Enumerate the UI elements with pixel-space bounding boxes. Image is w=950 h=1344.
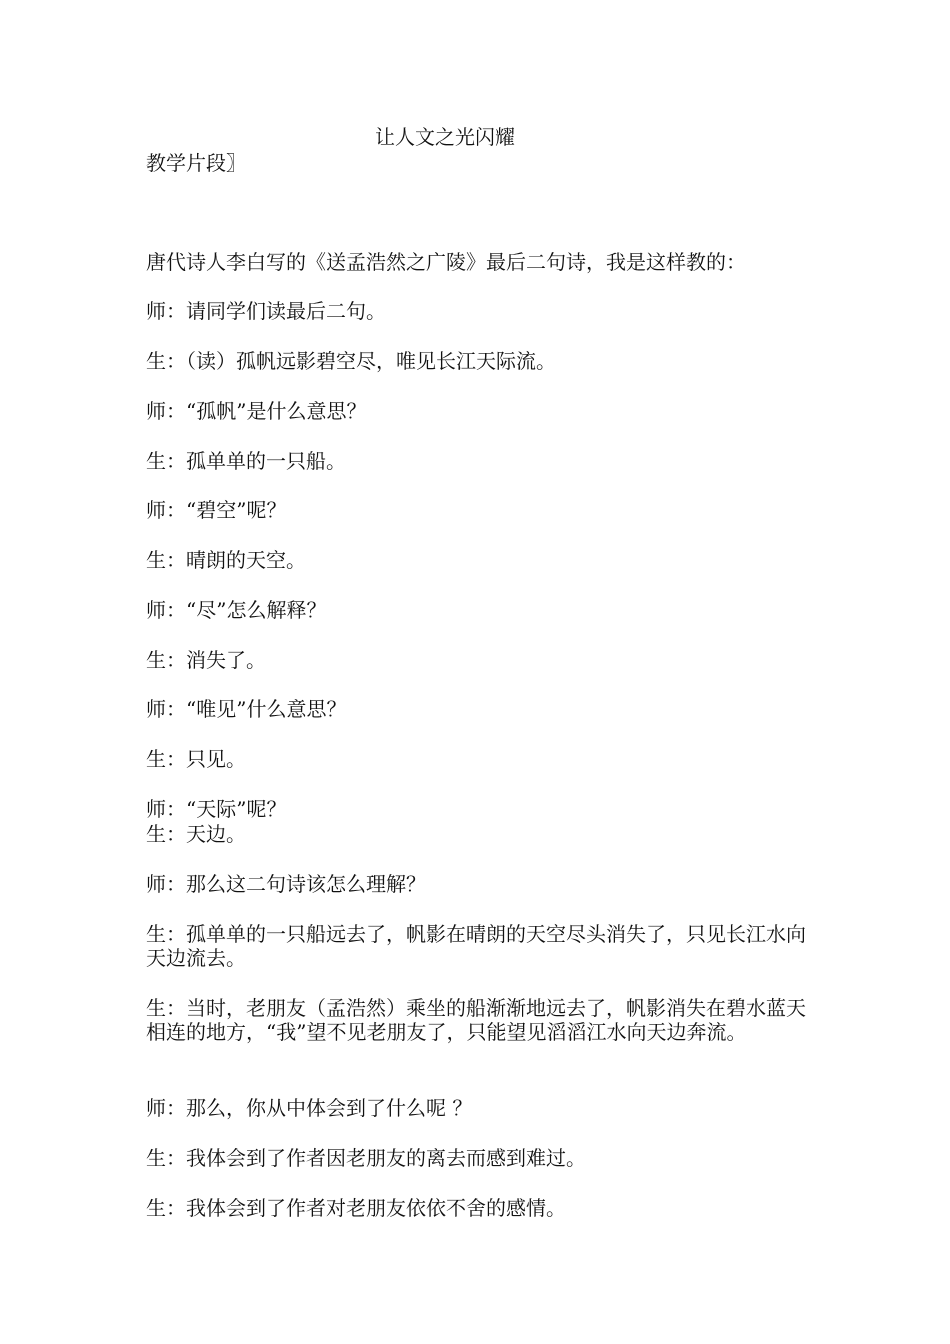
dialogue-line: 生：只见。 <box>146 747 246 771</box>
dialogue-line: 师：“唯见”什么意思？ <box>146 697 347 721</box>
dialogue-line: 师：请同学们读最后二句。 <box>146 299 386 323</box>
document-subtitle: 教学片段〗 <box>146 151 246 175</box>
dialogue-line: 师：“碧空”呢？ <box>146 498 287 522</box>
dialogue-line: 生：晴朗的天空。 <box>146 548 306 572</box>
dialogue-line: 师：那么，你从中体会到了什么呢 ？ <box>146 1096 473 1120</box>
dialogue-line: 师：那么这二句诗该怎么理解？ <box>146 872 426 896</box>
intro-paragraph: 唐代诗人李白写的《送孟浩然之广陵》最后二句诗，我是这样教的： <box>146 250 746 274</box>
dialogue-line: 师：“天际”呢？ <box>146 797 287 821</box>
dialogue-line: 生：天边。 <box>146 822 246 846</box>
dialogue-line: 生：孤单单的一只船。 <box>146 449 346 473</box>
dialogue-line: 师：“尽”怎么解释？ <box>146 598 327 622</box>
dialogue-line: 生：孤单单的一只船远去了，帆影在晴朗的天空尽头消失了，只见长江水向天边流去。 <box>146 922 806 970</box>
document-title: 让人文之光闪耀 <box>375 125 515 149</box>
dialogue-line: 生：（读）孤帆远影碧空尽，唯见长江天际流。 <box>146 349 556 373</box>
dialogue-line: 生：当时，老朋友（孟浩然）乘坐的船渐渐地远去了，帆影消失在碧水蓝天相连的地方，“我”望不见老朋友了，只能望见滔滔江水向天边奔流。 <box>146 996 806 1044</box>
dialogue-line: 生：消失了。 <box>146 648 266 672</box>
dialogue-line: 师：“孤帆”是什么意思？ <box>146 399 367 423</box>
dialogue-line: 生：我体会到了作者对老朋友依依不舍的感情。 <box>146 1196 566 1220</box>
dialogue-line: 生：我体会到了作者因老朋友的离去而感到难过。 <box>146 1146 586 1170</box>
